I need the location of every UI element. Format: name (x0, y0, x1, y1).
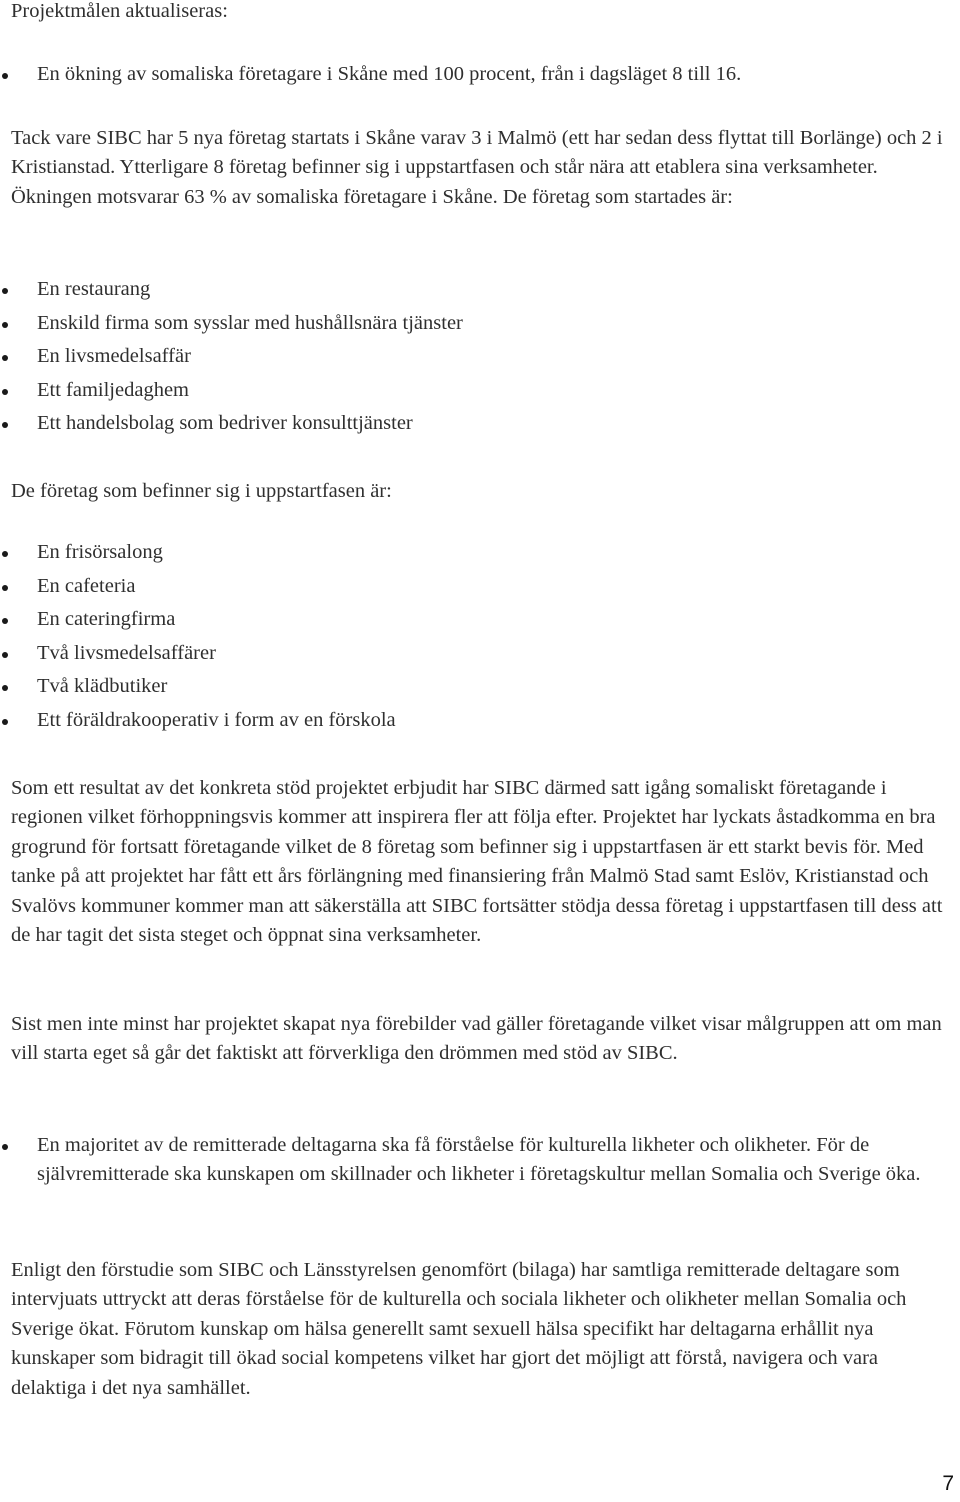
page-number: 7 (942, 1472, 954, 1495)
list-item: En restaurang (0, 275, 950, 309)
paragraph-prestudy: Enligt den förstudie som SIBC och Länsstyrelsen genomfört (bilaga) har samtliga remitterade deltagare som intervjuats uttryckt att deras förståelse för de kulturella och sociala likheter och olikheter mellan Somalia och Sverige ökat. Förutom kunskap om hälsa generellt samt sexuell hälsa specifikt har deltagarna erhållit nya kunskaper som bidragit till ökad social kompetens vilket har gjort det möjligt att förstå, navigera och vara delaktiga i det nya samhället. (11, 1259, 907, 1399)
list-item: En frisörsalong (0, 538, 950, 572)
list-item: En ökning av somaliska företagare i Skåne med 100 procent, från i dagsläget 8 till 16. (0, 60, 950, 89)
list-item: En cafeteria (0, 572, 950, 606)
list-item: Ett föräldrakooperativ i form av en förskola (0, 706, 950, 740)
list-item: En livsmedelsaffär (0, 342, 950, 376)
goal-list-2 (0, 1131, 950, 1190)
list-item: Ett handelsbolag som bedriver konsulttjänster (0, 409, 950, 443)
startup-heading: De företag som befinner sig i uppstartfasen är: (11, 480, 392, 502)
section-heading: Projektmålen aktualiseras: (11, 0, 228, 22)
paragraph-new-companies: Tack vare SIBC har 5 nya företag startats i Skåne varav 3 i Malmö (ett har sedan dess flyttat till Borlänge) och 2 i Kristianstad. Ytterligare 8 företag befinner sig i uppstartfasen och står nära att etablera sina verksamheter. Ökningen motsvarar 63 % av somaliska företagare i Skåne. De företag som startades är: (11, 127, 943, 208)
startup-companies-list (0, 538, 950, 739)
goal-list-1 (0, 60, 950, 89)
paragraph-role-models: Sist men inte minst har projektet skapat nya förebilder vad gäller företagande vilket visar målgruppen att om man vill starta eget så går det faktiskt att förverkliga den drömmen med stöd av SIBC. (11, 1013, 942, 1065)
list-item: En cateringfirma (0, 605, 950, 639)
list-item: Ett familjedaghem (0, 376, 950, 410)
started-companies-list (0, 275, 950, 443)
list-item: En majoritet av de remitterade deltagarna ska få förståelse för kulturella likheter och olikheter. För de självremitterade ska kunskapen om skillnader och likheter i företagskultur mellan Somalia och Sverige öka. (0, 1131, 950, 1190)
list-item: Två livsmedelsaffärer (0, 639, 950, 673)
paragraph-results: Som ett resultat av det konkreta stöd projektet erbjudit har SIBC därmed satt igång somaliskt företagande i regionen vilket förhoppningsvis kommer att inspirera fler att följa efter. Projektet har lyckats åstadkomma en bra grogrund för fortsatt företagande vilket de 8 företag som befinner sig i uppstartfasen är ett starkt bevis för. Med tanke på att projektet har fått ett års förlängning med finansiering från Malmö Stad samt Eslöv, Kristianstad och Svalövs kommuner kommer man att säkerställa att SIBC fortsätter stödja dessa företag i uppstartfasen till dess att de har tagit det sista steget och öppnat sina verksamheter. (11, 777, 943, 947)
list-item: Enskild firma som sysslar med hushållsnära tjänster (0, 309, 950, 343)
list-item: Två klädbutiker (0, 672, 950, 706)
